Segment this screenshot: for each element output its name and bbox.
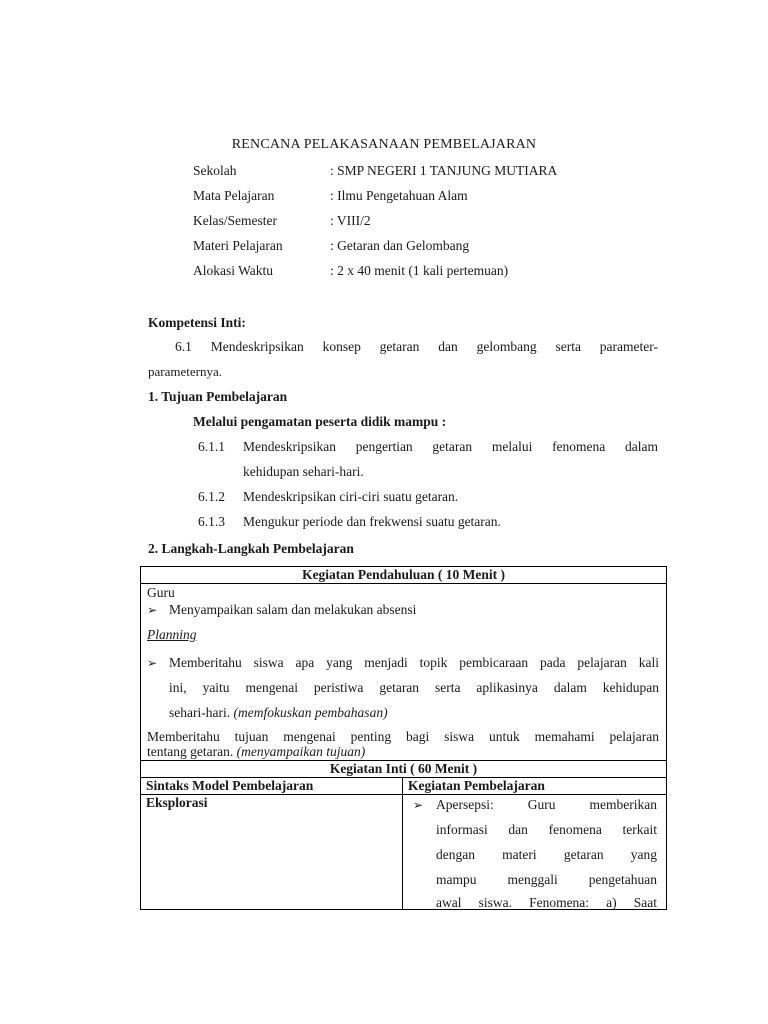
apersepsi-line: awal siswa. Fenomena: a) Saat bbox=[436, 895, 657, 910]
apersepsi-line: mampu menggali pengetahuan bbox=[436, 872, 657, 887]
kegiatan-apersepsi bbox=[403, 795, 667, 910]
inti-header: Kegiatan Inti ( 60 Menit ) bbox=[141, 761, 667, 778]
bullet-text: Menyampaikan salam dan melakukan absensi bbox=[169, 602, 417, 617]
arrow-bullet-icon: ➢ bbox=[413, 798, 424, 812]
arrow-bullet-icon: ➢ bbox=[147, 656, 158, 670]
aim-note: (menyampaikan tujuan) bbox=[236, 744, 366, 759]
tujuan-paragraph-cont bbox=[147, 744, 365, 760]
planning-label: Planning bbox=[147, 627, 197, 642]
tujuan-item-text-cont: kehidupan sehari-hari. bbox=[243, 464, 364, 479]
tujuan-item-number: 6.1.2 bbox=[198, 489, 225, 504]
kegiatan-table bbox=[140, 566, 667, 910]
tujuan-item-number: 6.1.3 bbox=[198, 514, 225, 529]
identity-label-sekolah: Sekolah bbox=[193, 163, 237, 178]
kompetensi-line-1: 6.1 Mendeskripsikan konsep getaran dan gelombang serta parameter- bbox=[175, 339, 658, 354]
tujuan-item-text: Mengukur periode dan frekwensi suatu getaran. bbox=[243, 514, 501, 529]
col-header-kegiatan: Kegiatan Pembelajaran bbox=[403, 778, 667, 795]
col-header-sintaks: Sintaks Model Pembelajaran bbox=[141, 778, 403, 795]
bullet-text-cont bbox=[169, 705, 388, 721]
apersepsi-line: dengan materi getaran yang bbox=[436, 847, 657, 862]
kompetensi-line-2: parameternya. bbox=[148, 364, 222, 379]
identity-value-mapel: : Ilmu Pengetahuan Alam bbox=[330, 188, 468, 203]
pendahuluan-bullet-1 bbox=[147, 602, 416, 618]
tujuan-item-number: 6.1.1 bbox=[198, 439, 225, 454]
pendahuluan-bullet-2 bbox=[147, 655, 659, 671]
identity-value-sekolah: : SMP NEGERI 1 TANJUNG MUTIARA bbox=[330, 163, 558, 178]
identity-value-materi: : Getaran dan Gelombang bbox=[330, 238, 470, 253]
apersepsi-line: Apersepsi: Guru memberikan bbox=[436, 797, 657, 812]
pendahuluan-header: Kegiatan Pendahuluan ( 10 Menit ) bbox=[141, 567, 667, 584]
tujuan-intro: Melalui pengamatan peserta didik mampu : bbox=[193, 414, 447, 429]
identity-label-materi: Materi Pelajaran bbox=[193, 238, 283, 253]
arrow-bullet-icon: ➢ bbox=[147, 603, 158, 617]
tujuan-item-text: Mendeskripsikan pengertian getaran melalui fenomena dalam bbox=[243, 439, 658, 454]
bullet-text-end: sehari-hari. bbox=[169, 705, 231, 720]
tujuan-item-text: Mendeskripsikan ciri-ciri suatu getaran. bbox=[243, 489, 459, 504]
identity-label-kelas: Kelas/Semester bbox=[193, 213, 277, 228]
bullet-text-cont: ini, yaitu mengenai peristiwa getaran serta aplikasinya dalam kehidupan bbox=[169, 680, 659, 695]
tujuan-heading: 1. Tujuan Pembelajaran bbox=[148, 389, 288, 404]
guru-label: Guru bbox=[147, 585, 175, 600]
identity-label-mapel: Mata Pelajaran bbox=[193, 188, 275, 203]
document-title: RENCANA PELAKASANAAN PEMBELAJARAN bbox=[231, 137, 537, 152]
focus-note: (memfokuskan pembahasan) bbox=[233, 705, 388, 720]
sintaks-eksplorasi: Eksplorasi bbox=[141, 795, 403, 910]
paragraph-text: tentang getaran. bbox=[147, 744, 234, 759]
bullet-text: Memberitahu siswa apa yang menjadi topik pembicaraan pada pelajaran kali bbox=[169, 655, 659, 670]
identity-value-alokasi: : 2 x 40 menit (1 kali pertemuan) bbox=[330, 263, 509, 278]
tujuan-paragraph: Memberitahu tujuan mengenai penting bagi siswa untuk memahami pelajaran bbox=[147, 729, 659, 744]
identity-value-kelas: : VIII/2 bbox=[330, 213, 371, 228]
kompetensi-heading: Kompetensi Inti: bbox=[148, 315, 246, 330]
pendahuluan-content bbox=[141, 584, 667, 761]
identity-label-alokasi: Alokasi Waktu bbox=[193, 263, 274, 278]
apersepsi-line: informasi dan fenomena terkait bbox=[436, 822, 657, 837]
langkah-heading: 2. Langkah-Langkah Pembelajaran bbox=[148, 541, 354, 556]
